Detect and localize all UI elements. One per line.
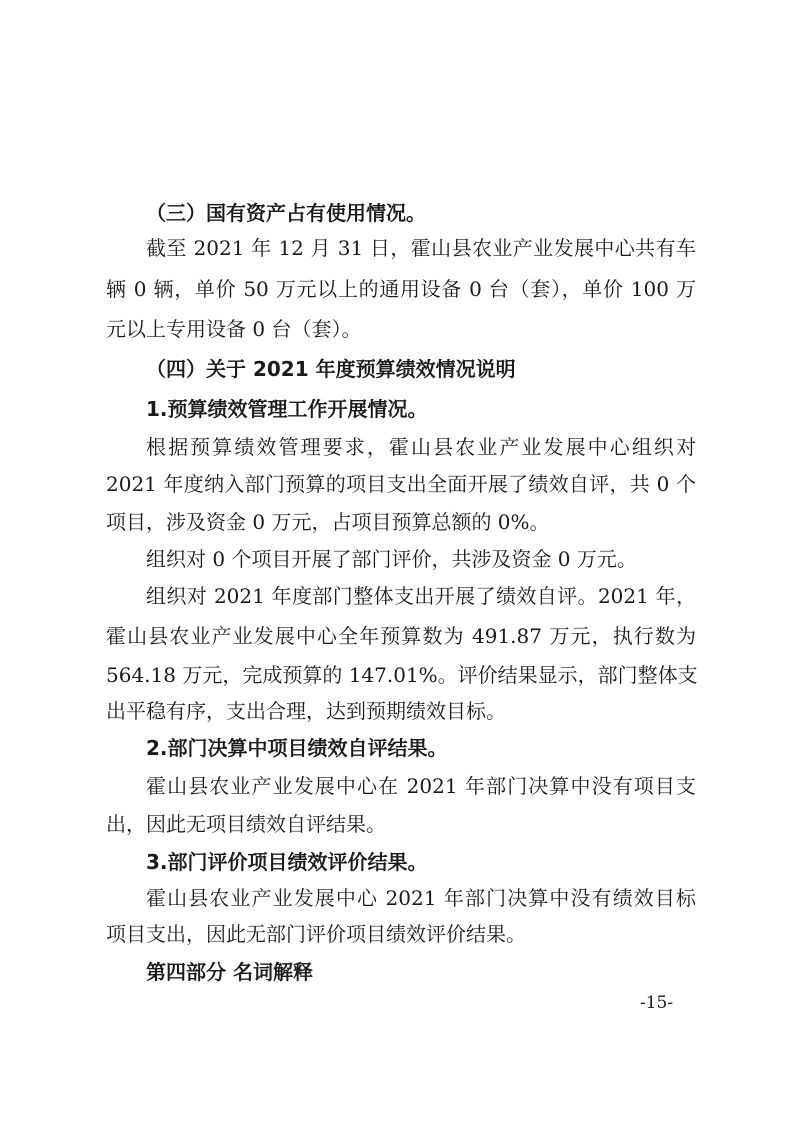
paragraph-line: 组织对 2021 年度部门整体支出开展了绩效自评。2021 年， xyxy=(146,584,696,608)
part-4-heading: 第四部分 名词解释 xyxy=(146,960,313,984)
paragraph-line: 2021 年度纳入部门预算的项目支出全面开展了绩效自评，共 0 个 xyxy=(106,472,696,496)
subsection-2-heading: 2.部门决算中项目绩效自评结果。 xyxy=(146,736,448,760)
paragraph-line: 出平稳有序，支出合理，达到预期绩效目标。 xyxy=(106,699,506,723)
paragraph-line: 出，因此无项目绩效自评结果。 xyxy=(106,812,386,836)
paragraph-line: 霍山县农业产业发展中心在 2021 年部门决算中没有项目支 xyxy=(146,774,696,798)
paragraph-line: 霍山县农业产业发展中心全年预算数为 491.87 万元，执行数为 xyxy=(106,624,696,648)
paragraph-line: 辆 0 辆，单价 50 万元以上的通用设备 0 台（套），单价 100 万 xyxy=(106,277,696,301)
page-number: -15- xyxy=(640,993,674,1013)
paragraph-line: 项目支出，因此无部门评价项目绩效评价结果。 xyxy=(106,922,526,946)
subsection-3-heading: 3.部门评价项目绩效评价结果。 xyxy=(146,850,428,874)
paragraph-line: 组织对 0 个项目开展了部门评价，共涉及资金 0 万元。 xyxy=(146,547,637,571)
paragraph-line: 根据预算绩效管理要求，霍山县农业产业发展中心组织对 xyxy=(146,435,696,459)
paragraph-line: 截至 2021 年 12 月 31 日，霍山县农业产业发展中心共有车 xyxy=(146,236,696,260)
paragraph-line: 项目，涉及资金 0 万元，占项目预算总额的 0%。 xyxy=(106,510,550,534)
paragraph-line: 霍山县农业产业发展中心 2021 年部门决算中没有绩效目标 xyxy=(146,886,696,910)
section-4-heading: （四）关于 2021 年度预算绩效情况说明 xyxy=(146,357,516,381)
section-3-heading: （三）国有资产占有使用情况。 xyxy=(146,201,426,225)
paragraph-line: 元以上专用设备 0 台（套）。 xyxy=(106,317,362,341)
subsection-1-heading: 1.预算绩效管理工作开展情况。 xyxy=(146,397,428,421)
paragraph-line: 564.18 万元，完成预算的 147.01%。评价结果显示，部门整体支 xyxy=(106,663,698,687)
